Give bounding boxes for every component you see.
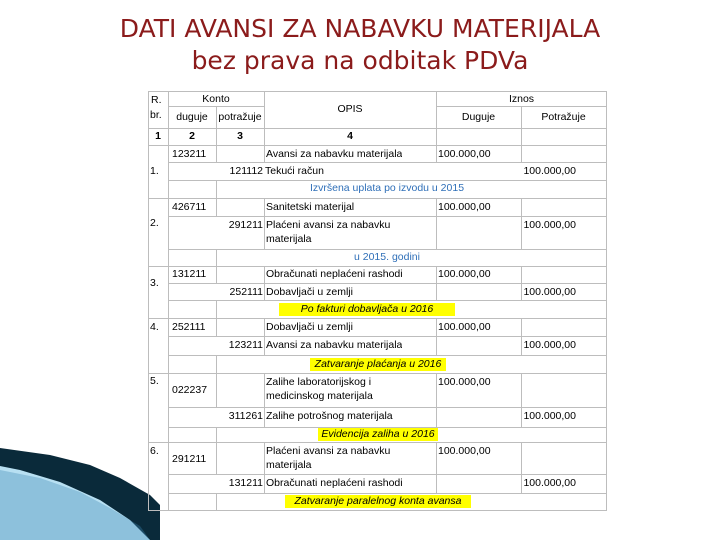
konto-duguje: 291211 bbox=[172, 453, 207, 465]
konto-duguje: 131211 bbox=[172, 268, 207, 280]
iznos-potrazuje: 100.000,00 bbox=[523, 165, 576, 177]
iznos-potrazuje: 100.000,00 bbox=[523, 339, 576, 351]
opis: Zalihe laboratorijskog i bbox=[266, 376, 372, 388]
opis: Plaćeni avansi za nabavku bbox=[266, 445, 391, 457]
opis: Plaćeni avansi za nabavku bbox=[266, 219, 391, 231]
header-konto: Konto bbox=[202, 93, 230, 105]
iznos-potrazuje: 100.000,00 bbox=[523, 410, 576, 422]
opis: Dobavljači u zemlji bbox=[266, 286, 353, 298]
slide-title: DATI AVANSI ZA NABAVKU MATERIJALA bbox=[119, 14, 601, 43]
konto-potrazuje: 123211 bbox=[228, 339, 263, 351]
opis: materijala bbox=[266, 233, 312, 245]
header-iznos-duguje: Duguje bbox=[461, 111, 496, 123]
entry-note: Zatvaranje paralelnog konta avansa bbox=[285, 495, 471, 508]
opis: Dobavljači u zemlji bbox=[266, 321, 353, 333]
iznos-duguje: 100.000,00 bbox=[438, 321, 491, 333]
entry-number: 6. bbox=[150, 445, 159, 457]
entry-number: 1. bbox=[150, 165, 159, 177]
header-col-num: 1 bbox=[155, 130, 161, 142]
header-col-num: 4 bbox=[347, 130, 353, 142]
opis: Zalihe potrošnog materijala bbox=[266, 410, 393, 422]
header-konto-duguje: duguje bbox=[176, 111, 208, 123]
header-col-num: 2 bbox=[189, 130, 195, 142]
header-rbr-2: br. bbox=[150, 109, 162, 121]
konto-duguje: 022237 bbox=[172, 384, 208, 396]
opis: materijala bbox=[266, 459, 312, 471]
konto-potrazuje: 131211 bbox=[228, 477, 263, 489]
iznos-duguje: 100.000,00 bbox=[438, 376, 491, 388]
slide-subtitle: bez prava na odbitak PDVa bbox=[191, 46, 529, 75]
entry-number: 5. bbox=[150, 375, 159, 387]
header-opis: OPIS bbox=[337, 103, 363, 115]
entry-note: Po fakturi dobavljača u 2016 bbox=[279, 303, 455, 316]
konto-duguje: 252111 bbox=[172, 321, 206, 333]
konto-potrazuje: 121112 bbox=[229, 165, 263, 177]
journal-table bbox=[148, 91, 607, 511]
entry-note: Izvršena uplata po izvodu u 2015 bbox=[309, 182, 465, 194]
entry-number: 3. bbox=[150, 277, 159, 289]
opis: Avansi za nabavku materijala bbox=[266, 148, 403, 160]
entry-note: Zatvaranje plaćanja u 2016 bbox=[310, 358, 446, 371]
header-iznos: Iznos bbox=[508, 93, 535, 105]
iznos-potrazuje: 100.000,00 bbox=[523, 477, 576, 489]
header-rbr-1: R. bbox=[151, 94, 162, 106]
iznos-duguje: 100.000,00 bbox=[438, 201, 491, 213]
iznos-duguje: 100.000,00 bbox=[438, 268, 491, 280]
opis: Obračunati neplaćeni rashodi bbox=[266, 477, 403, 489]
opis: Avansi za nabavku materijala bbox=[266, 339, 403, 351]
iznos-potrazuje: 100.000,00 bbox=[523, 219, 576, 231]
konto-potrazuje: 311261 bbox=[228, 410, 263, 422]
konto-duguje: 123211 bbox=[172, 148, 207, 160]
iznos-duguje: 100.000,00 bbox=[438, 148, 491, 160]
opis: Sanitetski materijal bbox=[266, 201, 355, 213]
entry-note: u 2015. godini bbox=[354, 251, 420, 263]
opis: medicinskog materijala bbox=[266, 390, 373, 402]
konto-potrazuje: 252111 bbox=[229, 286, 263, 298]
header-col-num: 3 bbox=[237, 130, 243, 142]
opis: Obračunati neplaćeni rashodi bbox=[266, 268, 403, 280]
iznos-potrazuje: 100.000,00 bbox=[523, 286, 576, 298]
konto-potrazuje: 291211 bbox=[228, 219, 263, 231]
header-konto-potrazuje: potražuje bbox=[218, 111, 262, 123]
entry-number: 4. bbox=[150, 321, 159, 333]
entry-number: 2. bbox=[150, 217, 159, 229]
iznos-duguje: 100.000,00 bbox=[438, 445, 491, 457]
entry-note: Evidencija zaliha u 2016 bbox=[318, 428, 438, 441]
konto-duguje: 426711 bbox=[172, 201, 207, 213]
opis: Tekući račun bbox=[265, 165, 324, 177]
header-iznos-potrazuje: Potražuje bbox=[541, 111, 586, 123]
